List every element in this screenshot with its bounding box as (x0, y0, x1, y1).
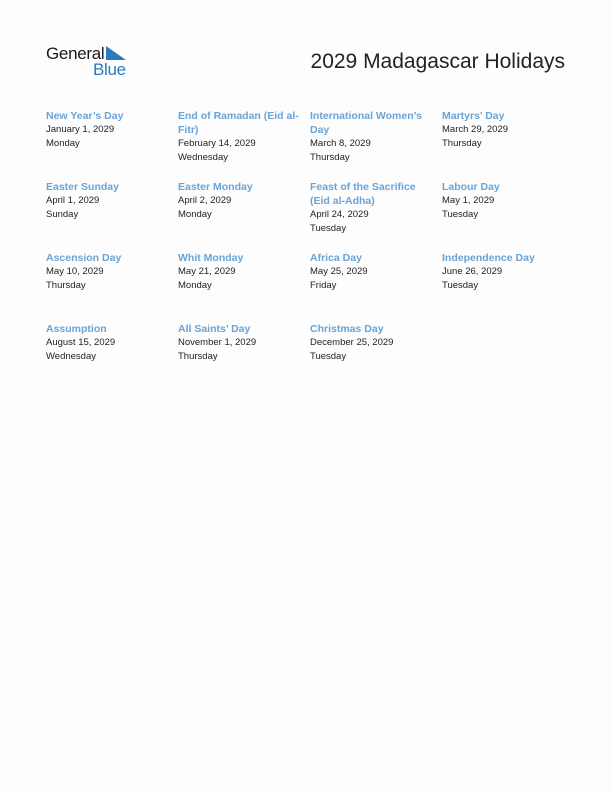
holiday-date: January 1, 2029 (46, 124, 115, 135)
holiday-weekday: Wednesday (46, 351, 96, 362)
holiday-item (46, 109, 178, 180)
holiday-name: Independence Day (442, 252, 535, 264)
holiday-weekday: Monday (178, 209, 212, 220)
holiday-item (178, 251, 310, 322)
holiday-weekday: Monday (178, 280, 212, 291)
holiday-name: International Women’s Day (310, 110, 423, 136)
holiday-item (310, 322, 442, 393)
holiday-date: June 26, 2029 (442, 266, 503, 277)
holiday-weekday: Thursday (310, 152, 350, 163)
holiday-weekday: Friday (310, 280, 337, 291)
holiday-name: Martyrs’ Day (442, 110, 505, 122)
holiday-name: Easter Monday (178, 181, 253, 193)
holiday-date: May 21, 2029 (178, 266, 236, 277)
holiday-date: April 2, 2029 (178, 195, 232, 206)
holiday-date: March 29, 2029 (442, 124, 509, 135)
holiday-date: February 14, 2029 (178, 138, 256, 149)
logo-word-general: General (46, 44, 105, 63)
generalblue-logo (46, 44, 136, 80)
holiday-date: August 15, 2029 (46, 337, 116, 348)
page-title: 2029 Madagascar Holidays (310, 50, 565, 73)
holiday-weekday: Thursday (46, 280, 86, 291)
logo-word-blue: Blue (93, 60, 126, 79)
holiday-item (46, 180, 178, 251)
holiday-name: Labour Day (442, 181, 500, 193)
holiday-item (310, 109, 442, 180)
holiday-name: Ascension Day (46, 252, 122, 264)
holiday-date: November 1, 2029 (178, 337, 257, 348)
holiday-weekday: Tuesday (310, 223, 347, 234)
holiday-weekday: Thursday (178, 351, 218, 362)
holiday-item (442, 109, 574, 180)
holiday-date: April 24, 2029 (310, 209, 369, 220)
holiday-item (442, 180, 574, 251)
holiday-weekday: Wednesday (178, 152, 228, 163)
holiday-name: Easter Sunday (46, 181, 119, 193)
holiday-item (310, 180, 442, 251)
holiday-name: Feast of the Sacrifice (Eid al-Adha) (310, 181, 416, 207)
holiday-date: December 25, 2029 (310, 337, 394, 348)
holiday-date: May 10, 2029 (46, 266, 104, 277)
holiday-name: New Year’s Day (46, 110, 124, 122)
holiday-weekday: Thursday (442, 138, 482, 149)
holiday-item (178, 322, 310, 393)
holiday-weekday: Tuesday (310, 351, 347, 362)
holiday-date: April 1, 2029 (46, 195, 100, 206)
holiday-weekday: Sunday (46, 209, 79, 220)
holiday-item (46, 251, 178, 322)
holiday-name: Whit Monday (178, 252, 244, 264)
holiday-date: March 8, 2029 (310, 138, 371, 149)
holiday-name: End of Ramadan (Eid al-Fitr) (178, 110, 299, 136)
holiday-item (442, 251, 574, 322)
holiday-date: May 1, 2029 (442, 195, 495, 206)
holiday-item (46, 322, 178, 393)
holiday-name: Africa Day (310, 252, 362, 264)
holiday-grid (46, 109, 576, 393)
holiday-item (310, 251, 442, 322)
holiday-date: May 25, 2029 (310, 266, 368, 277)
holiday-weekday: Tuesday (442, 209, 479, 220)
holiday-name: All Saints’ Day (178, 323, 251, 335)
holiday-item (178, 109, 310, 180)
holiday-item (178, 180, 310, 251)
holiday-weekday: Monday (46, 138, 80, 149)
holiday-name: Assumption (46, 323, 107, 335)
holiday-weekday: Tuesday (442, 280, 479, 291)
holiday-name: Christmas Day (310, 323, 384, 335)
